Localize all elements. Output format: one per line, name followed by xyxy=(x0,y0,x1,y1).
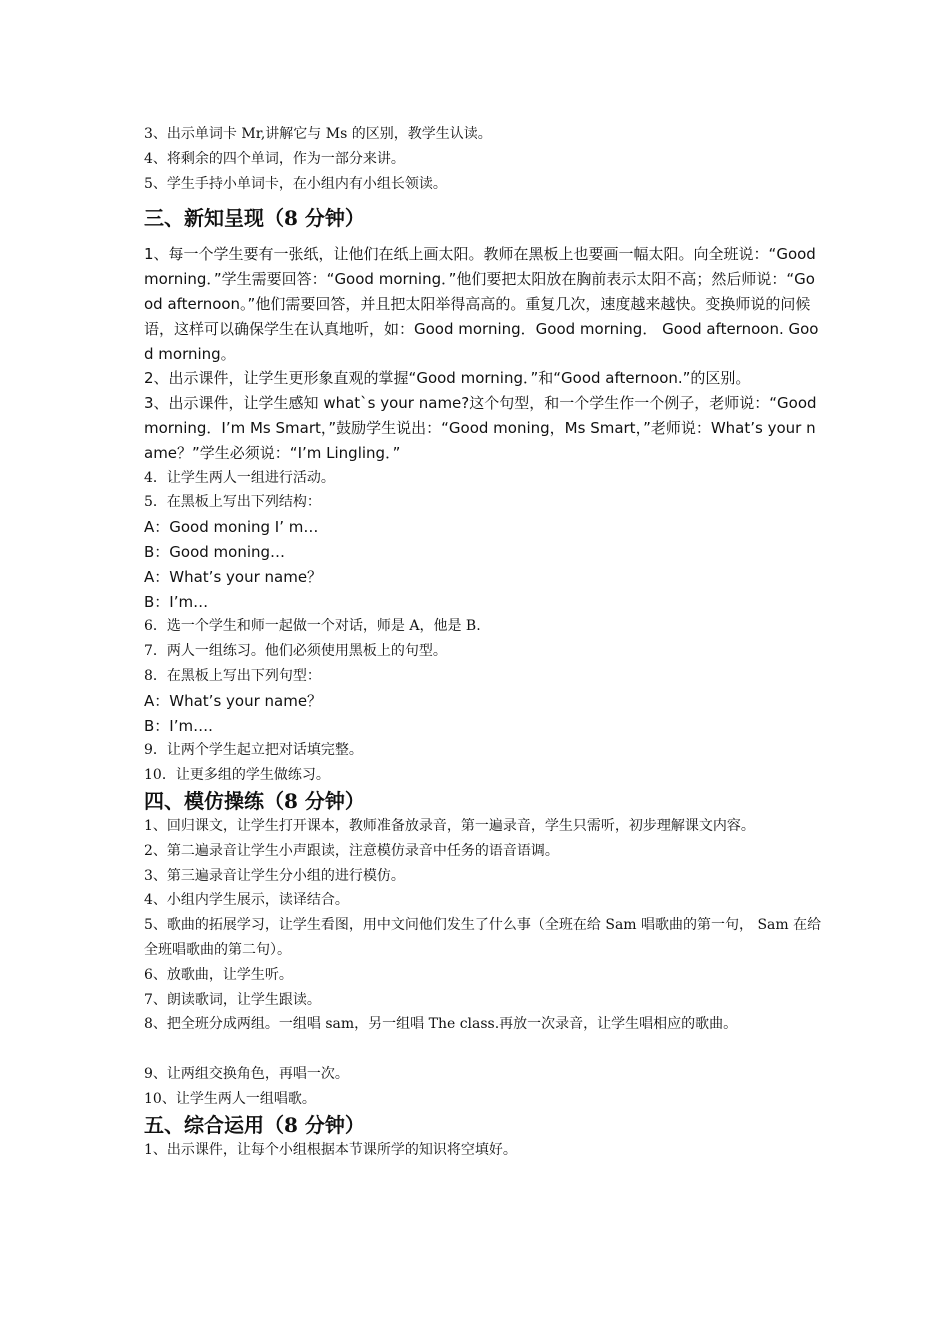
paragraph: 5、学生手持小单词卡，在小组内有小组长领读。 xyxy=(144,175,447,192)
paragraph: 2、第二遍录音让学生小声跟读，注意模仿录音中任务的语音语调。 xyxy=(144,842,559,859)
blank-line xyxy=(144,1037,824,1062)
paragraph: 4、小组内学生展示，读译结合。 xyxy=(144,892,349,909)
section-heading: 四、模仿操练（8 分钟） xyxy=(144,788,365,813)
paragraph: 4、将剩余的四个单词，作为一部分来讲。 xyxy=(144,150,405,167)
paragraph: 1、回归课文，让学生打开课本，教师准备放录音，第一遍录音，学生只需听，初步理解课文内容。 xyxy=(144,817,755,834)
paragraph: 8、把全班分成两组。一组唱 sam，另一组唱 The class.再放一次录音，让学生唱相应的歌曲。 xyxy=(144,1016,738,1033)
dialogue-line: B：Good moning… xyxy=(144,542,286,561)
dialogue-line: B：I’m… xyxy=(144,592,209,611)
paragraph: 4．让学生两人一组进行活动。 xyxy=(144,469,335,486)
paragraph: 8．在黑板上写出下列句型： xyxy=(144,667,321,684)
paragraph: 1、每一个学生要有一张纸，让他们在纸上画太阳。教师在黑板上也要画一幅太阳。向全班说：“Good morning．”学生需要回答：“Good morning．”他们要把太阳放在胸前表示太阳不高；然后师说：“Good afternoon。”他们需要回答，并且把太阳举得高高的。重复几次，速度越来越快。变换师说的问候语，这样可以确保学生在认真地听，如：Good morning．Good morning． Good afternoon. Good morning。 xyxy=(144,245,819,363)
document-page xyxy=(144,122,824,1162)
paragraph: 9．让两个学生起立把对话填完整。 xyxy=(144,742,363,759)
paragraph: 5．在黑板上写出下列结构： xyxy=(144,494,321,511)
dialogue-line: A：What’s your name？ xyxy=(144,691,323,710)
paragraph: 10．让更多组的学生做练习。 xyxy=(144,767,330,784)
paragraph: 7．两人一组练习。他们必须使用黑板上的句型。 xyxy=(144,643,447,660)
paragraph: 2、出示课件，让学生更形象直观的掌握“Good morning．”和“Good afternoon.”的区别。 xyxy=(144,369,751,388)
dialogue-line: A：Good moning I’ m… xyxy=(144,518,319,537)
section-heading: 三、新知呈现（8 分钟） xyxy=(144,206,365,231)
paragraph: 9、让两组交换角色，再唱一次。 xyxy=(144,1066,349,1083)
paragraph: 5、歌曲的拓展学习，让学生看图，用中文问他们发生了什么事（全班在给 Sam 唱歌曲的第一句， Sam 在给全班唱歌曲的第二句）。 xyxy=(144,917,822,958)
dialogue-line: B：I’m…. xyxy=(144,716,213,735)
paragraph: 6、放歌曲，让学生听。 xyxy=(144,966,293,983)
paragraph: 10、让学生两人一组唱歌。 xyxy=(144,1090,316,1107)
paragraph: 1、出示课件，让每个小组根据本节课所学的知识将空填好。 xyxy=(144,1141,517,1158)
section-heading: 五、综合运用（8 分钟） xyxy=(144,1112,365,1137)
paragraph: 6．选一个学生和师一起做一个对话，师是 A，他是 B. xyxy=(144,618,481,635)
dialogue-line: A：What’s your name？ xyxy=(144,567,323,586)
paragraph: 3、出示课件，让学生感知 what`s your name?这个句型，和一个学生作一个例子，老师说：“Good morning．I’m Ms Smart，”鼓励学生说出：“Good moning，Ms Smart，”老师说：What’s your name？”学生必须说：“I’m Lingling．” xyxy=(144,394,817,462)
paragraph: 3、出示单词卡 Mr,讲解它与 Ms 的区别，教学生认读。 xyxy=(144,126,492,142)
paragraph: 3、第三遍录音让学生分小组的进行模仿。 xyxy=(144,867,405,884)
paragraph: 7、朗读歌词，让学生跟读。 xyxy=(144,991,321,1008)
